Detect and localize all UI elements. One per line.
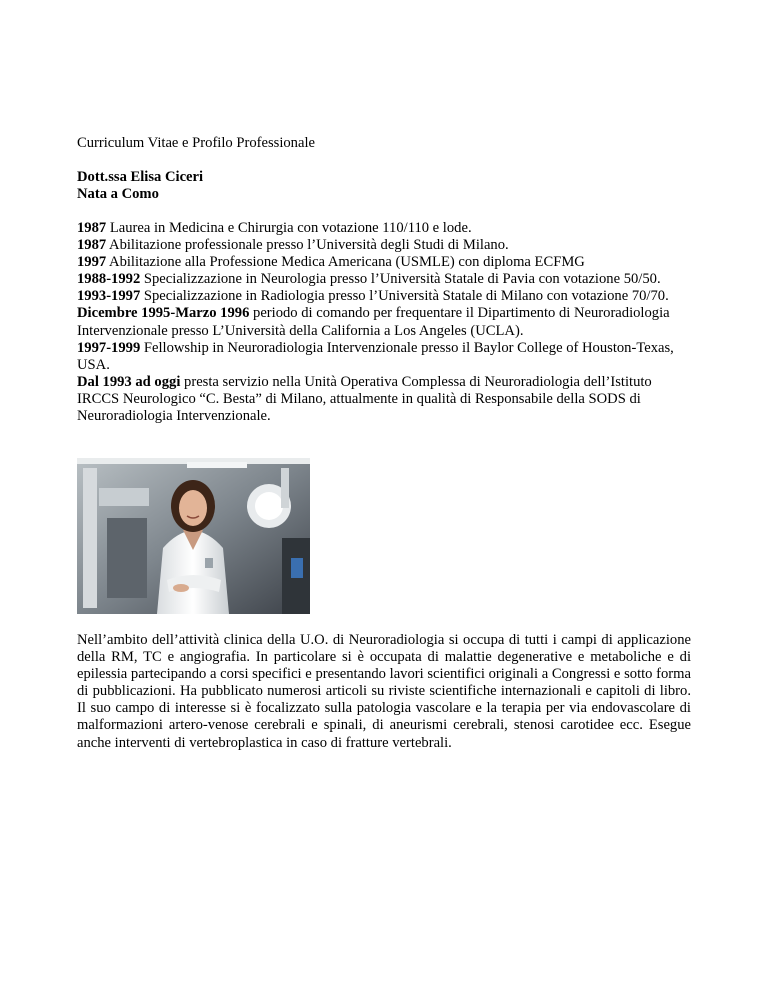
timeline-text: Laurea in Medicina e Chirurgia con votazione 110/110 e lode.: [106, 220, 472, 236]
timeline-year: Dicembre 1995-Marzo 1996: [77, 305, 250, 322]
person-name: Dott.ssa Elisa Ciceri: [77, 169, 204, 185]
portrait-photo: [77, 458, 310, 614]
profile-paragraph: Nell’ambito dell’attività clinica della U.O. di Neuroradiologia si occupa di tutti i campi di applicazione della RM, TC e angiografia. In particolare si è occupata di malattie degenerative e metaboliche e di epilessia partecipando a corsi specifici e presentando lavori scientifici originali a Congressi e sotto forma di pubblicazioni. Ha pubblicato numerosi articoli su riviste scientifiche internazionali e capitoli di libro. Il suo campo di interesse si è focalizzato sulla patologia vascolare e la terapia per via endovascolare di malformazioni artero-venose cerebrali e spinali, di aneurismi cerebrali, stenosi carotidee ecc. Esegue anche interventi di vertebroplastica in caso di fratture vertebrali.: [77, 632, 691, 751]
timeline-year: Dal 1993 ad oggi: [77, 373, 181, 390]
timeline-entry: [77, 237, 691, 254]
timeline-entry: [77, 271, 669, 288]
timeline-year: 1993-1997: [77, 288, 141, 305]
timeline-text: Specializzazione in Neurologia presso l’Università Statale di Pavia con votazione 50/50.: [140, 271, 661, 288]
timeline-entry: [77, 305, 673, 339]
timeline-text: presta servizio nella Unità Operativa Complessa di Neuroradiologia dell’Istituto IRCCS Neurologico “C. Besta” di Milano, attualmente in qualità di Responsabile della SODS di Neuroradiologia Intervenzionale.: [77, 373, 652, 425]
timeline-entry: [77, 254, 691, 271]
document-page: [77, 135, 691, 751]
timeline-year: 1988-1992: [77, 271, 141, 288]
career-timeline: [77, 220, 691, 425]
timeline-entry: [77, 374, 691, 425]
timeline-entry: [77, 220, 691, 237]
timeline-text: Specializzazione in Radiologia presso l’Università Statale di Milano con votazione 70/70.: [140, 288, 669, 305]
timeline-entry: [77, 288, 677, 305]
document-title: Curriculum Vitae e Profilo Professionale: [77, 135, 315, 151]
person-block: [77, 169, 691, 203]
timeline-text: Abilitazione professionale presso l’Università degli Studi di Milano.: [106, 237, 509, 254]
timeline-entry: [77, 340, 679, 374]
timeline-year: 1997-1999: [77, 339, 141, 356]
timeline-year: 1987: [77, 220, 107, 236]
timeline-text: Abilitazione alla Professione Medica Americana (USMLE) con diploma ECFMG: [106, 254, 585, 271]
portrait-illustration: [77, 458, 310, 614]
timeline-year: 1987: [77, 237, 107, 254]
timeline-year: 1997: [77, 254, 107, 271]
person-birthplace: Nata a Como: [77, 186, 159, 202]
timeline-text: periodo di comando per frequentare il Dipartimento di Neuroradiologia Intervenzionale presso L’Università della California a Los Angeles (UCLA).: [77, 305, 670, 339]
timeline-text: Fellowship in Neuroradiologia Intervenzionale presso il Baylor College of Houston-Texas, USA.: [77, 339, 674, 373]
